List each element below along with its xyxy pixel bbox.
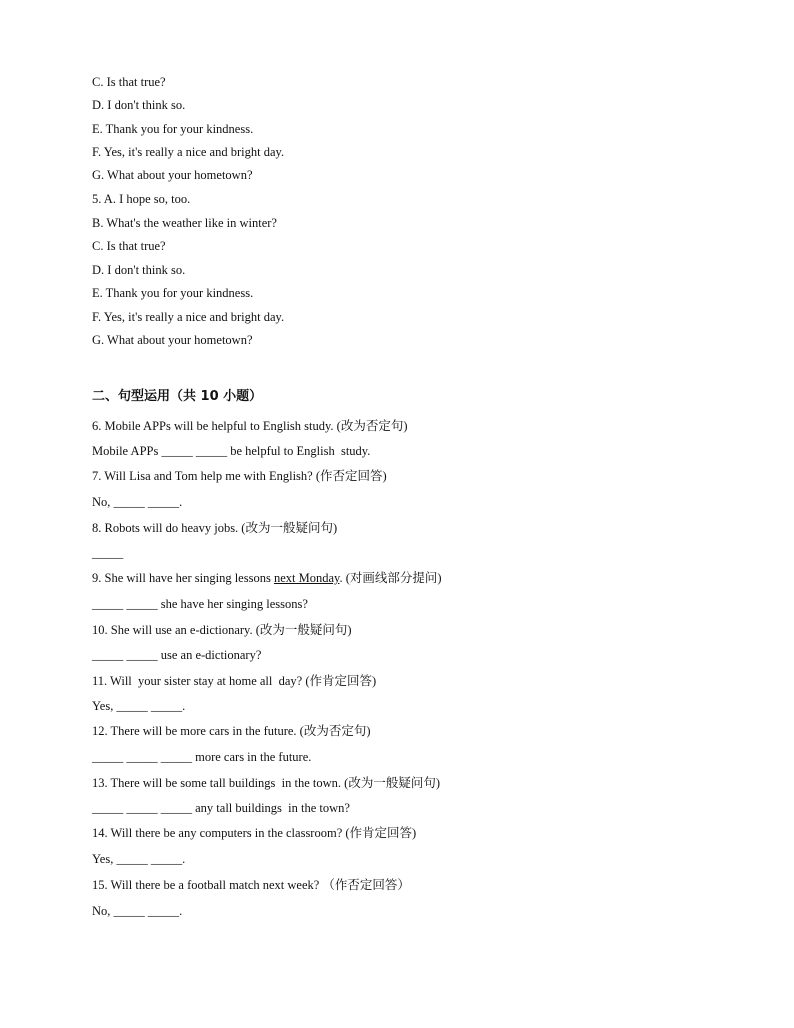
question-15: 15. Will there be a football match next week? （作否定回答）	[92, 878, 410, 892]
question-7: 7. Will Lisa and Tom help me with English? (作否定回答)	[92, 469, 387, 483]
answer-10[interactable]: _____ _____ use an e-dictionary?	[92, 648, 262, 662]
question-11: 11. Will your sister stay at home all day? (作肯定回答)	[92, 674, 377, 688]
question-14: 14. Will there be any computers in the classroom? (作肯定回答)	[92, 826, 417, 840]
option-c: C. Is that true?	[92, 75, 166, 89]
option-e: E. Thank you for your kindness.	[92, 286, 254, 300]
answer-7[interactable]: No, _____ _____.	[92, 495, 183, 509]
answer-13[interactable]: _____ _____ _____ any tall buildings in the town?	[92, 801, 350, 815]
option-f: F. Yes, it's really a nice and bright day.	[92, 310, 285, 324]
question-9-text: 9. She will have her singing lessons	[92, 571, 274, 585]
question-9-instruction: . (对画线部分提问)	[339, 571, 442, 585]
option-b: B. What's the weather like in winter?	[92, 216, 277, 230]
option-g: G. What about your hometown?	[92, 333, 253, 347]
answer-14[interactable]: Yes, _____ _____.	[92, 852, 186, 866]
question-13: 13. There will be some tall buildings in the town. (改为一般疑问句)	[92, 776, 440, 790]
option-f: F. Yes, it's really a nice and bright day.	[92, 145, 285, 159]
question-12: 12. There will be more cars in the future. (改为否定句)	[92, 724, 371, 738]
section-title: 二、句型运用（共 10 小题）	[92, 389, 263, 404]
answer-6[interactable]: Mobile APPs _____ _____ be helpful to English study.	[92, 444, 371, 458]
question-6: 6. Mobile APPs will be helpful to English study. (改为否定句)	[92, 419, 408, 433]
option-g: G. What about your hometown?	[92, 168, 253, 182]
option-c: C. Is that true?	[92, 239, 166, 253]
answer-8[interactable]: _____	[92, 546, 124, 560]
answer-12[interactable]: _____ _____ _____ more cars in the future.	[92, 750, 312, 764]
question-9	[92, 570, 442, 586]
option-d: D. I don't think so.	[92, 263, 186, 277]
underlined-phrase: next Monday	[273, 571, 340, 585]
question-8: 8. Robots will do heavy jobs. (改为一般疑问句)	[92, 521, 338, 535]
answer-15[interactable]: No, _____ _____.	[92, 904, 183, 918]
answer-11[interactable]: Yes, _____ _____.	[92, 699, 186, 713]
question-5-option-a: 5. A. I hope so, too.	[92, 192, 191, 206]
option-d: D. I don't think so.	[92, 98, 186, 112]
answer-9[interactable]: _____ _____ she have her singing lessons?	[92, 597, 308, 611]
question-10: 10. She will use an e-dictionary. (改为一般疑问句)	[92, 623, 352, 637]
option-e: E. Thank you for your kindness.	[92, 122, 254, 136]
